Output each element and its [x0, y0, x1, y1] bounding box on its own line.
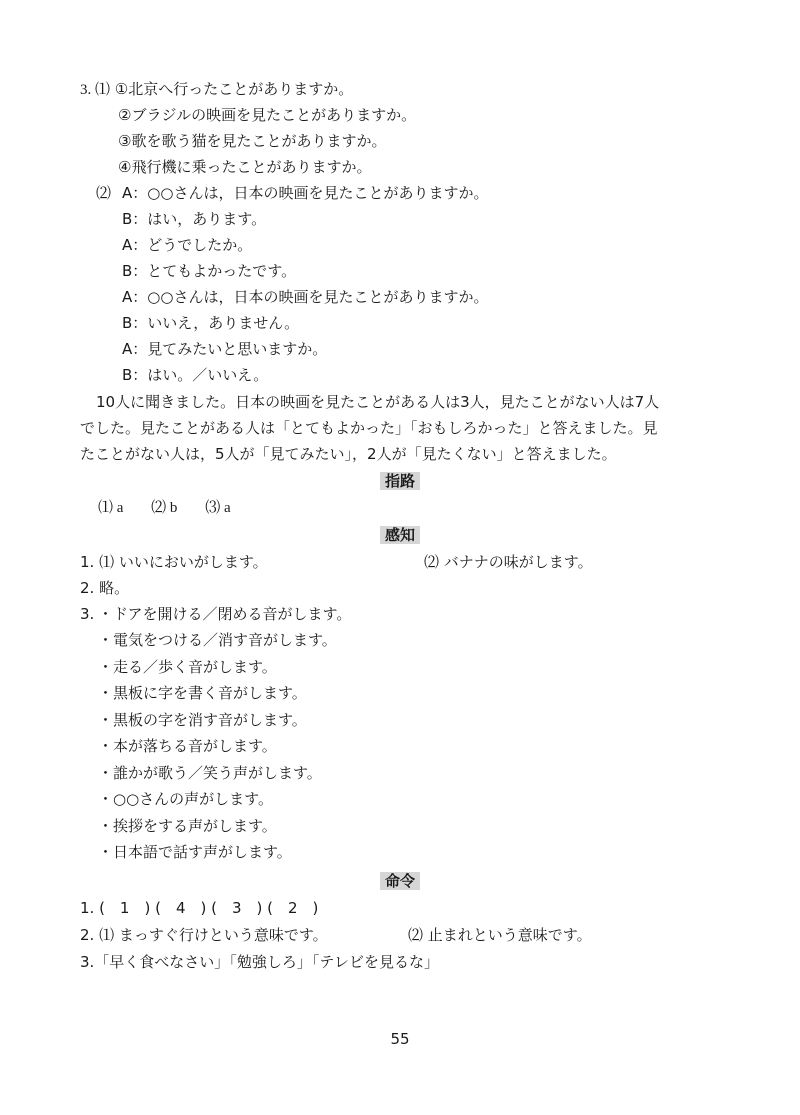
kanchi-q3-prefix: 3. [80, 605, 95, 623]
dialog-speaker: A： [122, 288, 148, 306]
dialog-text: ○○さんは，日本の映画を見たことがありますか。 [147, 184, 489, 202]
dialog-speaker: A： [122, 236, 148, 254]
meirei-q2b: ⑵ 止まれという意味です。 [408, 926, 592, 944]
s3-p1-line-4: ④飛行機に乗ったことがありますか。 [118, 158, 372, 176]
list-item: ・挨拶をする声がします。 [98, 817, 277, 835]
kanchi-q1b: ⑵ バナナの味がします。 [424, 553, 593, 571]
list-item: ・本が落ちる音がします。 [98, 737, 277, 755]
dialog-speaker: B： [122, 262, 148, 280]
dialog-line [122, 261, 296, 281]
s3-p1-text-1: ①北京へ行ったことがありますか。 [114, 80, 354, 98]
kanchi-q2: 2. 略。 [80, 579, 130, 597]
dialog-text: どうでしたか。 [147, 236, 253, 254]
meirei-q2a: 2. ⑴ まっすぐ行けという意味です。 [80, 926, 328, 944]
paragraph-line-1: 10人に聞きました。日本の映画を見たことがある人は3人，見たことがない人は7人 [96, 393, 660, 411]
list-item: ・走る／歩く音がします。 [98, 658, 277, 676]
dialog-speaker: B： [122, 314, 148, 332]
kanchi-q1a: 1. ⑴ いいにおいがします。 [80, 553, 268, 571]
section-heading-meirei: 命令 [0, 870, 800, 892]
dialog-text: はい，あります。 [147, 210, 267, 228]
dialog-speaker: B： [122, 210, 148, 228]
dialog-line [122, 235, 252, 255]
meirei-q3: 3.「早く食べなさい」「勉強しろ」「テレビを見るな」 [80, 953, 440, 971]
paragraph-line-2: でした。見たことがある人は「とてもよかった」「おもしろかった」と答えました。見 [80, 419, 658, 437]
s3-p1-line-1 [80, 79, 353, 100]
list-item: ・○○さんの声がします。 [98, 790, 273, 808]
dialog-line [122, 313, 299, 333]
list-item: ・誰かが歌う／笑う声がします。 [98, 764, 322, 782]
dialog-speaker: B： [122, 366, 148, 384]
dialog-text: ○○さんは，日本の映画を見たことがありますか。 [147, 288, 489, 306]
dialog-text: 見てみたいと思いますか。 [147, 340, 328, 358]
page-number: 55 [390, 1030, 410, 1048]
s3-p1-number: 3. ⑴ [80, 82, 111, 98]
shiro-answers [98, 498, 255, 518]
list-item: ・ドアを開ける／閉める音がします。 [98, 605, 352, 623]
section-heading-kanchi: 感知 [0, 524, 800, 546]
section-heading-shiro: 指路 [0, 470, 800, 492]
dialog-line [122, 339, 327, 359]
s3-p2-number: ⑵ [96, 184, 112, 202]
s3-p1-line-2: ②ブラジルの映画を見たことがありますか。 [118, 106, 417, 124]
answer-item: ⑵ b [151, 500, 178, 516]
dialog-text: とてもよかったです。 [147, 262, 297, 280]
s3-p1-line-3: ③歌を歌う猫を見たことがありますか。 [118, 132, 387, 150]
list-item: ・日本語で話す声がします。 [98, 843, 292, 861]
dialog-line [122, 287, 488, 307]
dialog-text: はい。／いいえ。 [147, 366, 269, 384]
list-item: ・黒板に字を書く音がします。 [98, 684, 307, 702]
meirei-q1: 1. ( 1 ) ( 4 ) ( 3 ) ( 2 ) [80, 899, 319, 917]
paragraph-line-3: たことがない人は，5人が「見てみたい」，2人が「見たくない」と答えました。 [80, 445, 617, 463]
list-item: ・電気をつける／消す音がします。 [98, 631, 337, 649]
dialog-speaker: A： [122, 184, 148, 202]
dialog-speaker: A： [122, 340, 148, 358]
dialog-line [122, 365, 268, 385]
dialog-line [122, 183, 488, 203]
dialog-text: いいえ，ありません。 [147, 314, 300, 332]
list-item: ・黒板の字を消す音がします。 [98, 711, 307, 729]
dialog-line [122, 209, 266, 229]
answer-item: ⑶ a [205, 500, 231, 516]
answer-item: ⑴ a [98, 500, 124, 516]
